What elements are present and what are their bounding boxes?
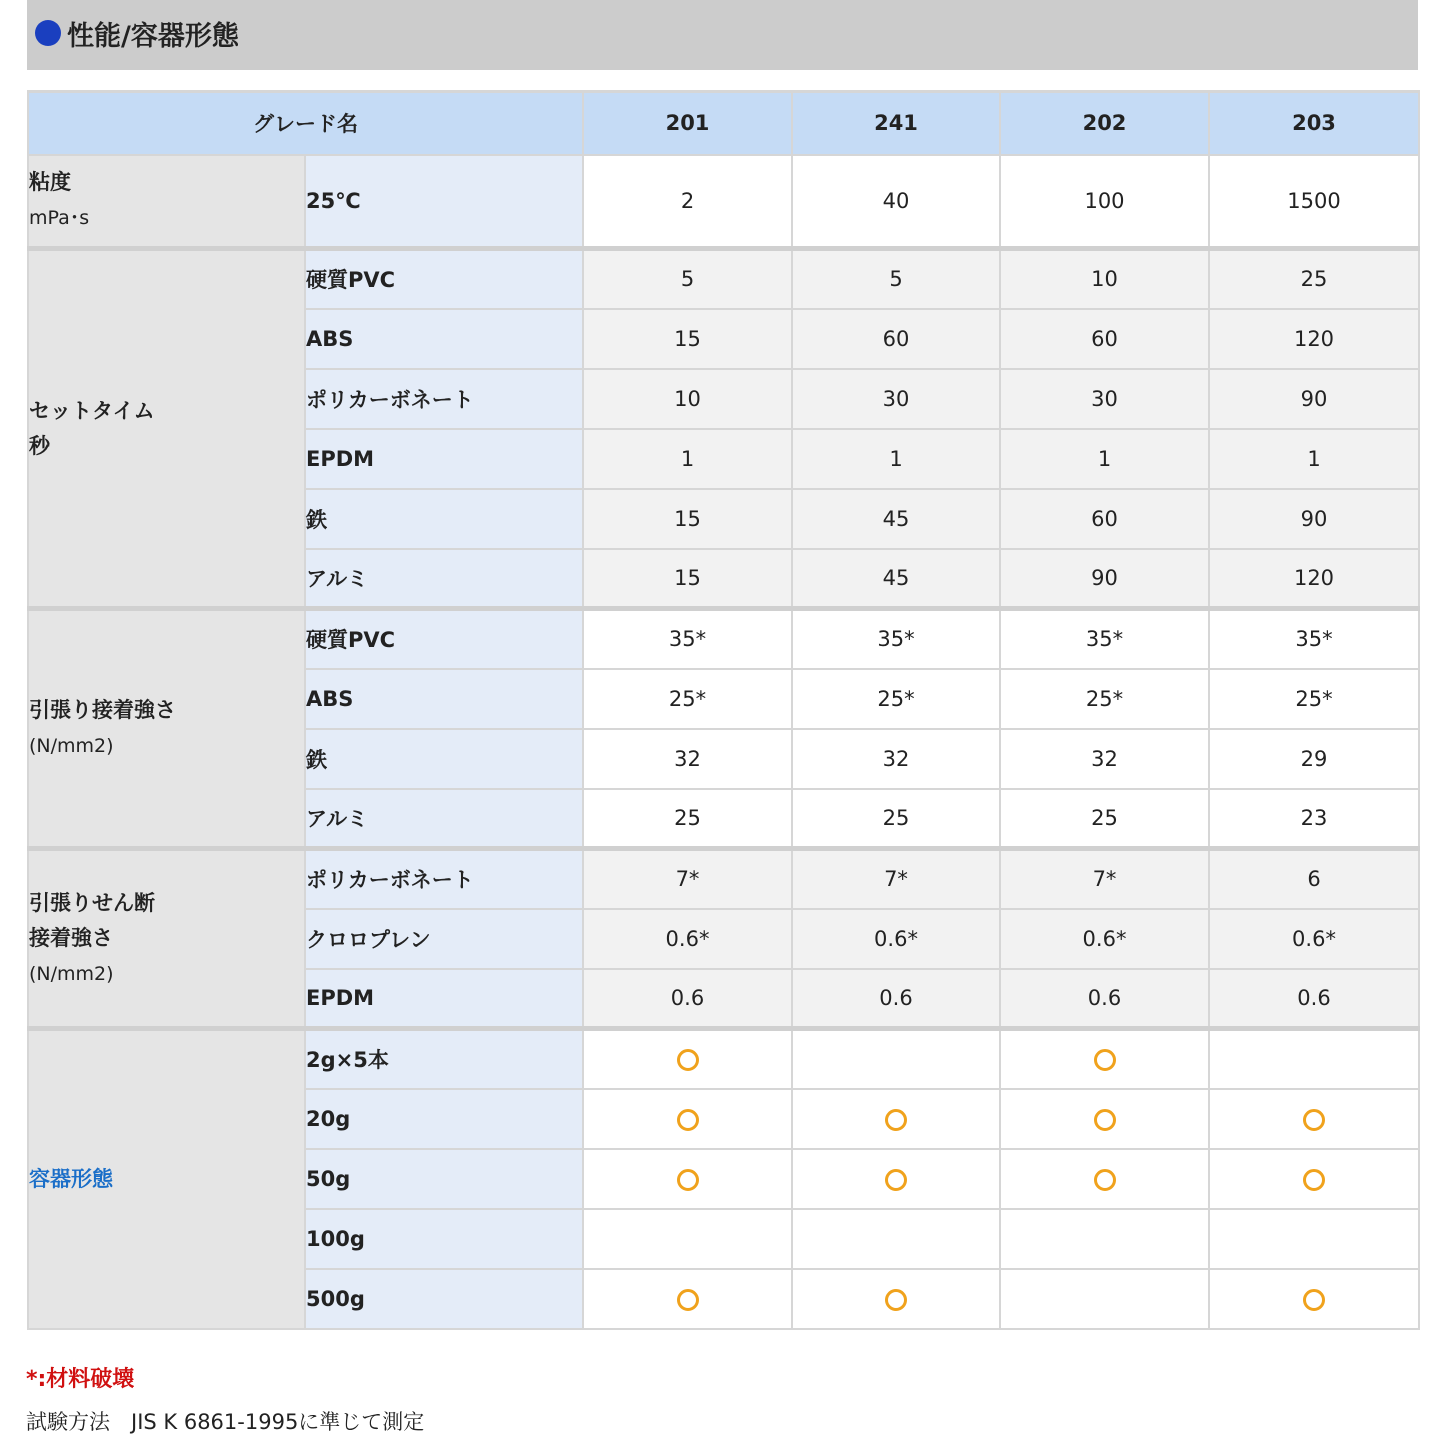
value-cell: 30 <box>792 369 1000 429</box>
value-cell: 5 <box>583 249 792 309</box>
material-failure-note: *:材料破壊 <box>26 1367 135 1392</box>
set_time-item-label: アルミ <box>305 549 583 609</box>
value-cell: 45 <box>792 489 1000 549</box>
value-cell: 30 <box>1000 369 1209 429</box>
tensile-row <box>28 609 1419 669</box>
viscosity-item-label: 25℃ <box>305 155 583 249</box>
value-cell: 120 <box>1209 309 1419 369</box>
value-cell <box>1209 1269 1419 1329</box>
set-time-label: セットタイム <box>29 398 155 423</box>
spec-table-body <box>28 155 1419 1329</box>
container-group-label <box>28 1029 305 1329</box>
value-cell: 0.6 <box>792 969 1000 1029</box>
container-item-label: 500g <box>305 1269 583 1329</box>
test-method-note: 試験方法 JIS K 6861-1995に準じて測定 <box>26 1410 425 1434</box>
value-cell: 32 <box>583 729 792 789</box>
available-circle-icon <box>885 1169 907 1191</box>
grade-header-202: 202 <box>1000 92 1209 155</box>
value-cell: 10 <box>583 369 792 429</box>
shear-label-line1: 引張りせん断 <box>29 890 155 915</box>
value-cell: 35* <box>583 609 792 669</box>
value-cell: 40 <box>792 155 1000 249</box>
header-row <box>28 92 1419 155</box>
value-cell: 120 <box>1209 549 1419 609</box>
viscosity-label: 粘度 <box>29 170 71 195</box>
set_time-item-label: 硬質PVC <box>305 249 583 309</box>
available-circle-icon <box>885 1109 907 1131</box>
value-cell: 0.6 <box>583 969 792 1029</box>
value-cell <box>1209 1089 1419 1149</box>
tensile-item-label: 鉄 <box>305 729 583 789</box>
tensile-group-label <box>28 609 305 849</box>
value-cell <box>1000 1269 1209 1329</box>
available-circle-icon <box>677 1289 699 1311</box>
value-cell <box>1209 1209 1419 1269</box>
value-cell: 25 <box>1000 789 1209 849</box>
value-cell: 45 <box>792 549 1000 609</box>
value-cell: 0.6 <box>1209 969 1419 1029</box>
shear-item-label: クロロプレン <box>305 909 583 969</box>
value-cell <box>583 1029 792 1089</box>
value-cell: 7* <box>1000 849 1209 909</box>
value-cell: 60 <box>1000 309 1209 369</box>
value-cell: 60 <box>792 309 1000 369</box>
section-header <box>27 0 1418 70</box>
value-cell: 90 <box>1000 549 1209 609</box>
tensile-item-label: 硬質PVC <box>305 609 583 669</box>
value-cell: 7* <box>792 849 1000 909</box>
value-cell: 6 <box>1209 849 1419 909</box>
available-circle-icon <box>677 1049 699 1071</box>
available-circle-icon <box>677 1169 699 1191</box>
value-cell: 25* <box>1000 669 1209 729</box>
value-cell: 10 <box>1000 249 1209 309</box>
shear-label-line2: 接着強さ <box>29 925 113 950</box>
tensile-item-label: アルミ <box>305 789 583 849</box>
value-cell <box>792 1089 1000 1149</box>
value-cell <box>583 1149 792 1209</box>
value-cell: 5 <box>792 249 1000 309</box>
value-cell: 1 <box>1209 429 1419 489</box>
viscosity-unit: mPa･s <box>29 207 90 230</box>
tensile-unit: (N/mm2) <box>29 735 114 757</box>
value-cell <box>792 1029 1000 1089</box>
value-cell: 90 <box>1209 489 1419 549</box>
value-cell: 1500 <box>1209 155 1419 249</box>
value-cell: 1 <box>792 429 1000 489</box>
spec-table <box>27 90 1420 1330</box>
value-cell: 0.6* <box>583 909 792 969</box>
value-cell <box>583 1089 792 1149</box>
value-cell: 25 <box>583 789 792 849</box>
value-cell: 0.6* <box>1209 909 1419 969</box>
grade-header-203: 203 <box>1209 92 1419 155</box>
available-circle-icon <box>1094 1049 1116 1071</box>
value-cell <box>792 1209 1000 1269</box>
shear-item-label: ポリカーボネート <box>305 849 583 909</box>
value-cell: 7* <box>583 849 792 909</box>
set_time-item-label: EPDM <box>305 429 583 489</box>
shear-unit: (N/mm2) <box>29 962 114 985</box>
value-cell <box>1209 1029 1419 1089</box>
value-cell: 0.6* <box>1000 909 1209 969</box>
set_time-group-label <box>28 249 305 609</box>
value-cell <box>583 1209 792 1269</box>
grade-name-header: グレード名 <box>28 92 583 155</box>
available-circle-icon <box>1303 1109 1325 1131</box>
available-circle-icon <box>1303 1169 1325 1191</box>
value-cell: 32 <box>792 729 1000 789</box>
value-cell <box>1000 1149 1209 1209</box>
value-cell: 15 <box>583 549 792 609</box>
value-cell <box>1000 1029 1209 1089</box>
value-cell: 60 <box>1000 489 1209 549</box>
grade-header-201: 201 <box>583 92 792 155</box>
tensile-label: 引張り接着強さ <box>29 698 176 722</box>
container-item-label: 20g <box>305 1089 583 1149</box>
shear-group-label <box>28 849 305 1029</box>
tensile-item-label: ABS <box>305 669 583 729</box>
set-time-unit: 秒 <box>29 433 50 458</box>
value-cell <box>1000 1209 1209 1269</box>
value-cell: 25 <box>792 789 1000 849</box>
value-cell: 90 <box>1209 369 1419 429</box>
viscosity-row <box>28 155 1419 249</box>
set_time-item-label: ポリカーボネート <box>305 369 583 429</box>
available-circle-icon <box>1303 1289 1325 1311</box>
value-cell: 2 <box>583 155 792 249</box>
value-cell: 15 <box>583 489 792 549</box>
container-row <box>28 1029 1419 1089</box>
value-cell: 25 <box>1209 249 1419 309</box>
value-cell: 35* <box>1209 609 1419 669</box>
value-cell: 1 <box>583 429 792 489</box>
value-cell <box>792 1269 1000 1329</box>
section-title: 性能/容器形態 <box>67 20 239 52</box>
value-cell: 100 <box>1000 155 1209 249</box>
value-cell: 25* <box>792 669 1000 729</box>
value-cell: 32 <box>1000 729 1209 789</box>
value-cell <box>792 1149 1000 1209</box>
grade-header-241: 241 <box>792 92 1000 155</box>
shear-row <box>28 849 1419 909</box>
value-cell <box>1000 1089 1209 1149</box>
set_time-item-label: ABS <box>305 309 583 369</box>
container-item-label: 2g×5本 <box>305 1029 583 1089</box>
value-cell: 15 <box>583 309 792 369</box>
value-cell <box>1209 1149 1419 1209</box>
available-circle-icon <box>677 1109 699 1131</box>
set_time-row <box>28 249 1419 309</box>
bullet-dot-icon <box>35 20 61 46</box>
available-circle-icon <box>1094 1109 1116 1131</box>
value-cell: 35* <box>792 609 1000 669</box>
set_time-item-label: 鉄 <box>305 489 583 549</box>
value-cell: 1 <box>1000 429 1209 489</box>
container-item-label: 50g <box>305 1149 583 1209</box>
container-label: 容器形態 <box>29 1166 113 1191</box>
container-item-label: 100g <box>305 1209 583 1269</box>
shear-item-label: EPDM <box>305 969 583 1029</box>
value-cell <box>583 1269 792 1329</box>
value-cell: 0.6* <box>792 909 1000 969</box>
value-cell: 0.6 <box>1000 969 1209 1029</box>
value-cell: 25* <box>583 669 792 729</box>
available-circle-icon <box>1094 1169 1116 1191</box>
value-cell: 25* <box>1209 669 1419 729</box>
value-cell: 23 <box>1209 789 1419 849</box>
value-cell: 29 <box>1209 729 1419 789</box>
value-cell: 35* <box>1000 609 1209 669</box>
available-circle-icon <box>885 1289 907 1311</box>
viscosity-group-label <box>28 155 305 249</box>
